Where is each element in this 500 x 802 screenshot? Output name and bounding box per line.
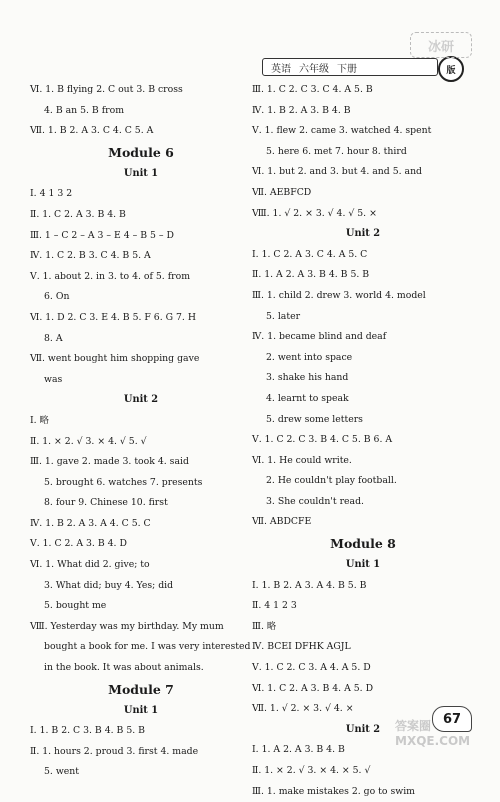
answer-column-right <box>252 80 474 802</box>
answer-line: Ⅵ. 1. He could write. <box>252 454 352 466</box>
page-header <box>262 56 462 82</box>
answer-line: Ⅵ. 1. D 2. C 3. E 4. B 5. F 6. G 7. H <box>30 311 196 323</box>
answer-line: Ⅱ. 4 1 2 3 <box>252 600 297 612</box>
answer-line: Ⅳ. 1. C 2. B 3. C 4. B 5. A <box>30 250 151 262</box>
answer-line-continued: was <box>44 373 63 385</box>
answer-line: Ⅵ. 1. B flying 2. C out 3. B cross <box>30 84 183 95</box>
unit-heading: Unit 1 <box>123 704 159 716</box>
answer-line: Ⅳ. BCEI DFHK AGJL <box>252 641 351 653</box>
answer-line: Ⅱ. 1. C 2. A 3. B 4. B <box>30 208 126 220</box>
answer-line-continued: 5. drew some letters <box>266 413 363 425</box>
answer-line: Ⅰ. 1. A 2. A 3. B 4. B <box>252 744 345 756</box>
answer-line-continued: 8. A <box>44 332 63 344</box>
answer-line-continued: 2. He couldn't play football. <box>266 475 397 487</box>
answer-line: Ⅴ. 1. C 2. C 3. A 4. A 5. D <box>252 662 371 674</box>
answer-line: Ⅰ. 4 1 3 2 <box>30 188 73 200</box>
module-heading: Module 7 <box>108 681 174 697</box>
header-grade: 六年级 <box>299 63 329 75</box>
answer-line: Ⅲ. 1. C 2. C 3. C 4. A 5. B <box>252 84 373 95</box>
header-deco-logo <box>410 32 472 58</box>
module-heading: Module 6 <box>108 144 174 160</box>
answer-line: Ⅱ. 1. × 2. √ 3. × 4. × 5. √ <box>252 765 371 776</box>
unit-heading: Unit 1 <box>123 167 159 179</box>
answer-line-continued: 5. later <box>266 310 301 322</box>
answer-line: Ⅷ. 1. √ 2. × 3. √ 4. √ 5. × <box>252 207 377 219</box>
unit-heading: Unit 2 <box>345 228 381 240</box>
answer-line: Ⅶ. went bought him shopping gave <box>30 353 200 365</box>
answer-line: Ⅰ. 1. B 2. A 3. A 4. B 5. B <box>252 579 367 591</box>
answer-line: Ⅵ. 1. C 2. A 3. B 4. A 5. D <box>252 682 374 694</box>
unit-heading: Unit 2 <box>123 394 159 406</box>
answer-line: Ⅵ. 1. but 2. and 3. but 4. and 5. and <box>252 166 423 178</box>
answer-line-continued: 5. here 6. met 7. hour 8. third <box>266 145 407 157</box>
unit-heading: Unit 1 <box>345 559 381 571</box>
answer-column-left <box>30 80 252 783</box>
page-number: 67 <box>442 711 462 727</box>
answer-line-continued: 5. went <box>44 766 80 778</box>
answer-line-continued: 6. On <box>44 291 70 303</box>
edition-badge-icon <box>438 56 464 82</box>
answer-line: Ⅰ. 略 <box>30 414 49 426</box>
answer-line: Ⅲ. 略 <box>252 620 277 632</box>
answer-line: Ⅲ. 1. child 2. drew 3. world 4. model <box>252 289 426 301</box>
answer-line: Ⅶ. ABDCFE <box>252 516 312 528</box>
watermark-text: 答案圈 MXQE.COM <box>395 718 471 748</box>
header-label-box <box>262 58 438 76</box>
answer-line-continued: 8. four 9. Chinese 10. first <box>44 497 168 509</box>
header-deco-text: 冰研 <box>427 39 454 55</box>
answer-line-continued: 3. shake his hand <box>266 372 349 384</box>
answer-line-continued: 4. B an 5. B from <box>44 104 125 116</box>
answer-line: Ⅶ. AEBFCD <box>252 186 312 198</box>
answer-line-continued: 5. bought me <box>44 600 107 612</box>
answer-line: Ⅱ. 1. hours 2. proud 3. first 4. made <box>30 745 199 757</box>
answer-line-continued: 3. She couldn't read. <box>266 495 364 507</box>
module-heading: Module 8 <box>330 536 396 552</box>
answer-line: Ⅴ. 1. about 2. in 3. to 4. of 5. from <box>30 270 191 282</box>
answer-line: Ⅶ. 1. √ 2. × 3. √ 4. × <box>252 703 354 715</box>
answer-line: Ⅰ. 1. B 2. C 3. B 4. B 5. B <box>30 725 145 737</box>
answer-line: Ⅱ. 1. A 2. A 3. B 4. B 5. B <box>252 269 370 281</box>
answer-line: Ⅵ. 1. What did 2. give; to <box>30 559 150 571</box>
header-term: 下册 <box>337 63 357 75</box>
answer-line: Ⅷ. Yesterday was my birthday. My mum <box>30 620 224 632</box>
answer-line: Ⅶ. 1. B 2. A 3. C 4. C 5. A <box>30 125 154 137</box>
answer-line: Ⅳ. 1. B 2. A 3. A 4. C 5. C <box>30 517 151 529</box>
answer-line-continued: 5. brought 6. watches 7. presents <box>44 476 203 488</box>
unit-heading: Unit 2 <box>345 723 381 735</box>
answer-line: Ⅳ. 1. became blind and deaf <box>252 331 387 343</box>
answer-line: Ⅰ. 1. C 2. A 3. C 4. A 5. C <box>252 248 368 260</box>
answer-line-continued: in the book. It was about animals. <box>44 662 204 674</box>
answer-line-continued: 2. went into space <box>266 351 353 363</box>
answer-line: Ⅲ. 1 – C 2 – A 3 – E 4 – B 5 – D <box>30 229 174 241</box>
answer-line: Ⅲ. 1. make mistakes 2. go to swim <box>252 785 415 797</box>
answer-line: Ⅴ. 1. flew 2. came 3. watched 4. spent <box>252 125 432 137</box>
edition-badge-text: 版 <box>446 65 456 76</box>
answer-line-continued: 4. learnt to speak <box>266 392 349 404</box>
answer-line: Ⅴ. 1. C 2. C 3. B 4. C 5. B 6. A <box>252 434 393 446</box>
answer-line: Ⅲ. 1. gave 2. made 3. took 4. said <box>30 456 189 468</box>
answer-line: Ⅱ. 1. × 2. √ 3. × 4. √ 5. √ <box>30 435 147 447</box>
answer-line: Ⅳ. 1. B 2. A 3. B 4. B <box>252 104 351 116</box>
header-subject: 英语 <box>271 63 291 75</box>
answer-line: Ⅴ. 1. C 2. A 3. B 4. D <box>30 538 127 550</box>
answer-line-continued: bought a book for me. I was very interested <box>44 641 251 653</box>
answer-line-continued: 3. What did; buy 4. Yes; did <box>44 579 174 591</box>
